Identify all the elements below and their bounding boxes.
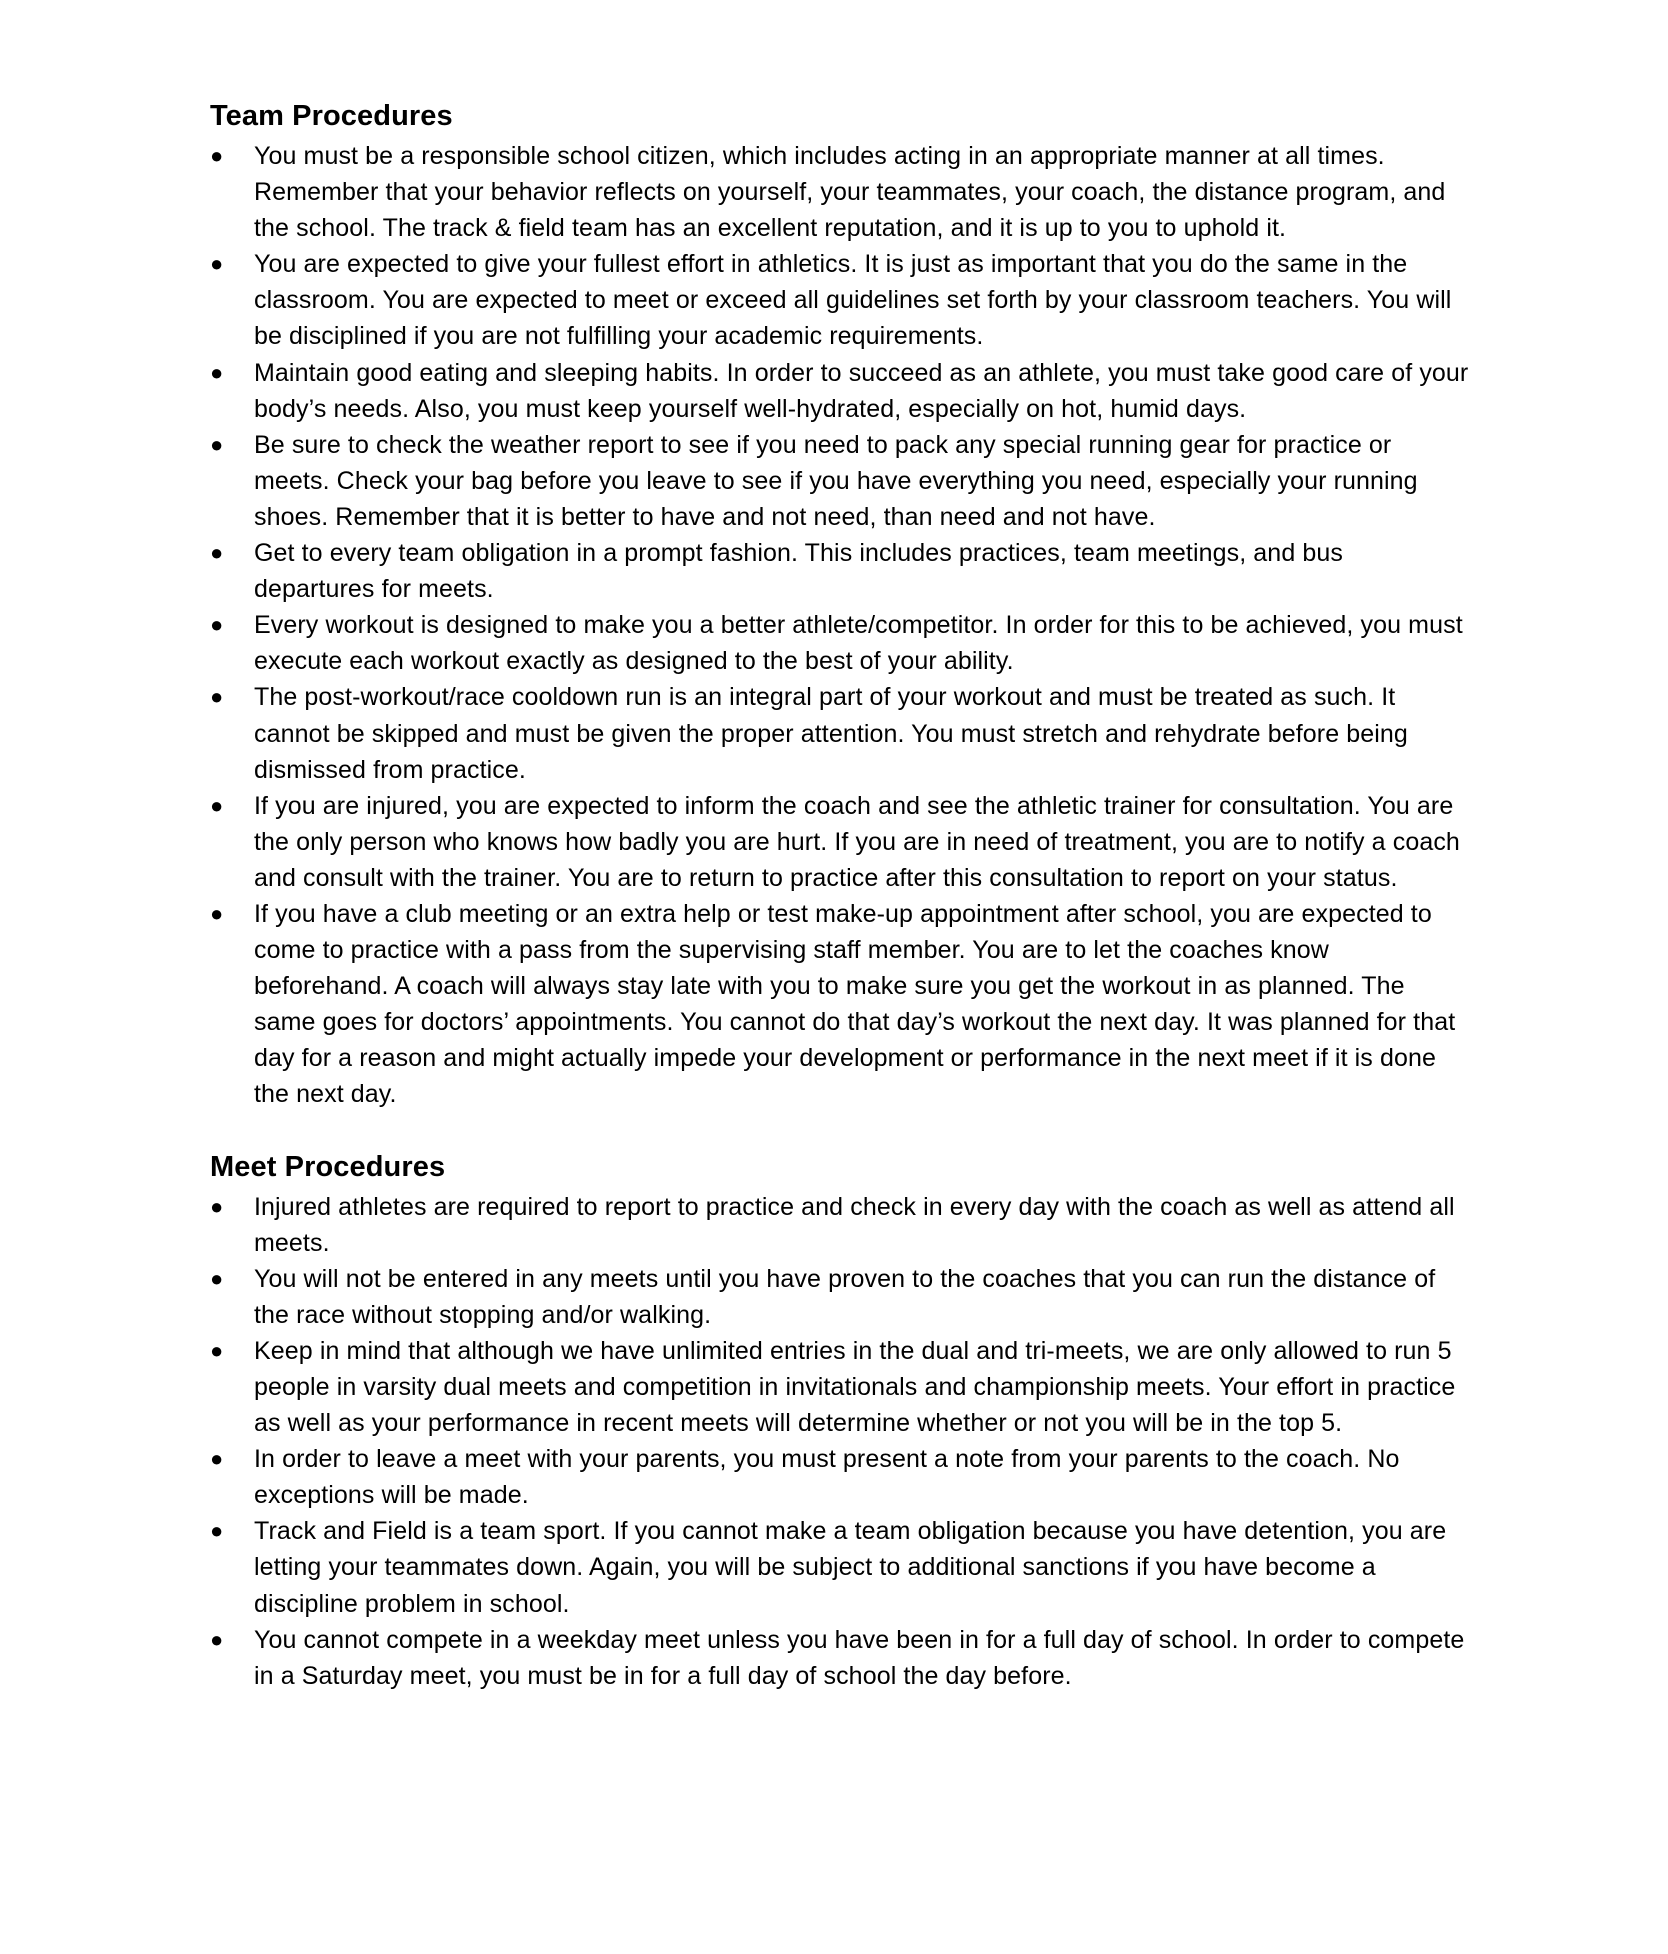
team-procedures-section xyxy=(210,98,1470,1113)
meet-procedures-heading: Meet Procedures xyxy=(210,1150,446,1183)
list-item-text: In order to leave a meet with your parents, you must present a note from your parents to the coach. No exceptions will be made. xyxy=(254,1445,1400,1510)
list-item xyxy=(210,355,1470,427)
list-item xyxy=(210,246,1470,354)
bullet-icon: ● xyxy=(210,900,224,926)
list-item xyxy=(210,1441,1470,1513)
meet-procedures-section xyxy=(210,1149,1470,1694)
bullet-icon: ● xyxy=(210,143,224,168)
bullet-icon: ● xyxy=(210,359,224,385)
section-spacer xyxy=(210,1113,1470,1149)
bullet-icon: ● xyxy=(210,431,224,457)
list-item xyxy=(210,1189,1470,1261)
bullet-icon: ● xyxy=(210,1626,224,1652)
bullet-icon: ● xyxy=(210,1518,224,1544)
list-item-text: Track and Field is a team sport. If you cannot make a team obligation because you have detention, you are letting your teammates down. Again, you will be subject to additional sanctions if you have become a discipline problem in school. xyxy=(254,1517,1447,1618)
team-procedures-heading: Team Procedures xyxy=(210,100,453,132)
meet-procedures-list xyxy=(210,1189,1470,1694)
list-item-text: Keep in mind that although we have unlimited entries in the dual and tri-meets, we are only allowed to run 5 people in varsity dual meets and competition in invitationals and championship meets. Your effort in practice as well as your performance in recent meets will determine whether or not you will be in the top 5. xyxy=(254,1336,1456,1438)
bullet-icon: ● xyxy=(210,1446,224,1472)
bullet-icon: ● xyxy=(210,540,224,566)
list-item-text: You are expected to give your fullest effort in athletics. It is just as important that you do the same in the classroom. You are expected to meet or exceed all guidelines set forth by your classroom teachers. You will be disciplined if you are not fulfilling your academic requirements. xyxy=(254,250,1452,351)
list-item xyxy=(210,1261,1470,1333)
list-item-text: You must be a responsible school citizen, which includes acting in an appropriate manner at all times. Remember that your behavior reflects on yourself, your teammates, your coach, the distance program, and the school. The track & field team has an excellent reputation, and it is up to you to uphold it. xyxy=(254,142,1446,243)
list-item xyxy=(210,896,1470,1113)
list-item-text: Injured athletes are required to report to practice and check in every day with the coach as well as attend all meets. xyxy=(254,1192,1455,1257)
list-item-text: Get to every team obligation in a prompt fashion. This includes practices, team meetings, and bus departures for meets. xyxy=(254,539,1343,604)
list-item-text: You cannot compete in a weekday meet unless you have been in for a full day of school. In order to compete in a Saturday meet, you must be in for a full day of school the day before. xyxy=(254,1625,1465,1690)
list-item-text: The post-workout/race cooldown run is an integral part of your workout and must be treated as such. It cannot be skipped and must be given the proper attention. You must stretch and rehydrate before being dismissed from practice. xyxy=(254,683,1408,784)
bullet-icon: ● xyxy=(210,1337,224,1363)
list-item-text: Maintain good eating and sleeping habits. In order to succeed as an athlete, you must take good care of your body’s needs. Also, you must keep yourself well-hydrated, especially on hot, humid days. xyxy=(254,358,1469,423)
document-page xyxy=(210,98,1470,1694)
list-item-text: You will not be entered in any meets until you have proven to the coaches that you can run the distance of the race without stopping and/or walking. xyxy=(254,1264,1436,1329)
list-item xyxy=(210,788,1470,896)
bullet-icon: ● xyxy=(210,792,224,818)
list-item xyxy=(210,427,1470,535)
bullet-icon: ● xyxy=(210,612,224,638)
list-item-text: If you have a club meeting or an extra help or test make-up appointment after school, you are expected to come to practice with a pass from the supervising staff member. You are to let the coaches know beforehand. A coach will always stay late with you to make sure you get the workout in as planned. The same goes for doctors’ appointments. You cannot do that day’s workout the next day. It was planned for that day for a reason and might actually impede your development or performance in the next meet if it is done the next day. xyxy=(254,899,1456,1109)
list-item xyxy=(210,679,1470,787)
bullet-icon: ● xyxy=(210,684,224,710)
bullet-icon: ● xyxy=(210,251,224,277)
list-item xyxy=(210,535,1470,607)
list-item-text: Every workout is designed to make you a better athlete/competitor. In order for this to be achieved, you must execute each workout exactly as designed to the best of your ability. xyxy=(254,611,1463,676)
list-item xyxy=(210,607,1470,679)
list-item xyxy=(210,1513,1470,1621)
list-item-text: If you are injured, you are expected to inform the coach and see the athletic trainer for consultation. You are the only person who knows how badly you are hurt. If you are in need of treatment, you are to notify a coach and consult with the trainer. You are to return to practice after this consultation to report on your status. xyxy=(254,791,1460,892)
team-procedures-list xyxy=(210,138,1470,1113)
list-item-text: Be sure to check the weather report to see if you need to pack any special running gear for practice or meets. Check your bag before you leave to see if you have everything you need, especially your running shoes. Remember that it is better to have and not need, than need and not have. xyxy=(254,430,1418,531)
bullet-icon: ● xyxy=(210,1265,224,1291)
list-item xyxy=(210,138,1470,246)
list-item xyxy=(210,1622,1470,1694)
list-item xyxy=(210,1333,1470,1441)
bullet-icon: ● xyxy=(210,1193,224,1219)
